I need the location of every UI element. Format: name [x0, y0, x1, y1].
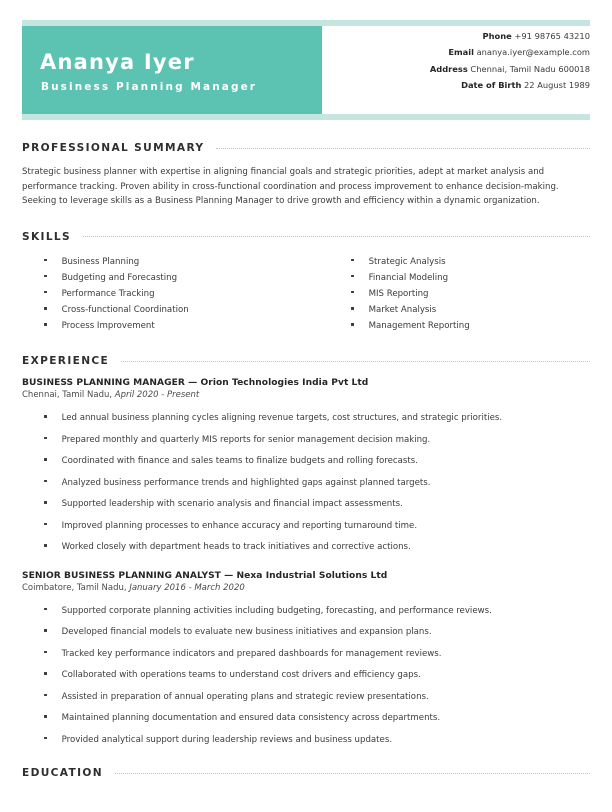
skills-column-right — [317, 254, 590, 334]
job-location: Chennai, Tamil Nadu, — [22, 390, 113, 401]
section-divider-skills — [83, 236, 590, 238]
bullet-icon — [44, 629, 47, 632]
list-item — [351, 318, 590, 334]
skill-label: MIS Reporting — [368, 288, 429, 299]
list-item — [44, 286, 317, 302]
job-meta — [22, 390, 590, 400]
list-item — [44, 494, 590, 516]
resume-header — [22, 20, 590, 120]
bullet-icon — [351, 259, 354, 262]
experience-entry — [22, 571, 590, 752]
job-bullets — [22, 408, 590, 559]
bullet-icon — [44, 544, 47, 547]
section-professional-summary — [22, 142, 590, 209]
experience-entry — [22, 378, 590, 559]
bullet-icon — [44, 415, 47, 418]
header-band — [22, 26, 590, 114]
bullet-text: Provided analytical support during leadership reviews and business updates. — [61, 734, 393, 745]
job-dates: January 2016 - March 2020 — [129, 582, 245, 593]
section-divider-summary — [216, 148, 590, 150]
bullet-text: Maintained planning documentation and ensured data consistency across departments. — [61, 713, 441, 724]
bullet-icon — [44, 608, 47, 611]
job-bullets — [22, 601, 590, 752]
bullet-icon — [44, 480, 47, 483]
contact-label-phone: Phone — [482, 31, 512, 41]
bullet-icon — [44, 307, 47, 310]
contact-info — [340, 28, 590, 94]
list-item — [44, 730, 590, 752]
list-item — [44, 601, 590, 623]
bullet-icon — [44, 259, 47, 262]
bullet-icon — [44, 323, 47, 326]
bullet-icon — [351, 275, 354, 278]
skills-column-left — [44, 254, 317, 334]
bullet-icon — [44, 523, 47, 526]
contact-value-email: ananya.iyer@example.com — [476, 47, 590, 58]
list-item — [351, 254, 590, 270]
bullet-icon — [44, 437, 47, 440]
skill-label: Cross-functional Coordination — [61, 305, 189, 316]
bullet-icon — [44, 694, 47, 697]
bullet-text: Supported leadership with scenario analysis and financial impact assessments. — [61, 499, 403, 510]
list-item — [44, 687, 590, 709]
contact-row-phone — [340, 28, 590, 44]
skill-label: Performance Tracking — [61, 288, 155, 299]
list-item — [351, 270, 590, 286]
candidate-name: Ananya Iyer — [40, 50, 195, 74]
list-item — [44, 644, 590, 666]
list-item — [351, 302, 590, 318]
bullet-text: Supported corporate planning activities including budgeting, forecasting, and performance reviews. — [61, 605, 492, 616]
list-item — [44, 408, 590, 430]
bullet-icon — [44, 291, 47, 294]
bullet-text: Developed financial models to evaluate new business initiatives and expansion plans. — [61, 627, 432, 638]
section-heading-skills — [22, 231, 590, 243]
job-title: SENIOR BUSINESS PLANNING ANALYST — Nexa Industrial Solutions Ltd — [22, 570, 388, 581]
contact-row-address — [340, 61, 590, 77]
bullet-text: Led annual business planning cycles aligning revenue targets, cost structures, and strategic priorities. — [61, 413, 503, 424]
contact-label-dob: Date of Birth — [461, 80, 522, 91]
skill-label: Strategic Analysis — [368, 256, 446, 267]
section-divider-education — [115, 773, 590, 775]
list-item — [44, 665, 590, 687]
contact-row-email — [340, 44, 590, 60]
bullet-text: Worked closely with department heads to track initiatives and corrective actions. — [61, 542, 411, 553]
contact-label-email: Email — [448, 47, 474, 58]
section-divider-experience — [121, 361, 590, 363]
list-item — [44, 270, 317, 286]
section-title-education: EDUCATION — [22, 767, 103, 780]
bullet-icon — [351, 323, 354, 326]
bullet-text: Improved planning processes to enhance accuracy and reporting turnaround time. — [61, 520, 418, 531]
list-item — [44, 451, 590, 473]
bullet-text: Analyzed business performance trends and highlighted gaps against planned targets. — [61, 477, 431, 488]
section-title-experience: EXPERIENCE — [22, 355, 110, 368]
bullet-icon — [44, 501, 47, 504]
skill-label: Budgeting and Forecasting — [61, 272, 178, 283]
list-item — [44, 537, 590, 559]
header-accent-block — [22, 26, 322, 114]
list-item — [44, 318, 317, 334]
section-heading-education — [22, 767, 590, 779]
bullet-icon — [351, 307, 354, 310]
resume-content — [22, 120, 590, 779]
skills-list — [22, 254, 590, 334]
bullet-text: Assisted in preparation of annual operating plans and strategic review presentations. — [61, 691, 429, 702]
bullet-text: Collaborated with operations teams to understand cost drivers and efficiency gaps. — [61, 670, 421, 681]
contact-value-address: Chennai, Tamil Nadu 600018 — [470, 63, 590, 74]
section-title-summary: PROFESSIONAL SUMMARY — [22, 142, 205, 154]
skill-label: Business Planning — [61, 256, 140, 267]
bullet-icon — [44, 275, 47, 278]
contact-label-address: Address — [429, 63, 468, 74]
list-item — [44, 302, 317, 318]
list-item — [44, 516, 590, 538]
bullet-icon — [44, 458, 47, 461]
list-item — [44, 430, 590, 452]
section-education — [22, 767, 590, 779]
job-title: BUSINESS PLANNING MANAGER — Orion Technologies India Pvt Ltd — [22, 378, 369, 389]
list-item — [44, 473, 590, 495]
bullet-icon — [44, 672, 47, 675]
section-skills — [22, 231, 590, 334]
header-bottom-rule — [22, 114, 590, 120]
list-item — [44, 254, 317, 270]
skill-label: Market Analysis — [368, 305, 437, 316]
skill-label: Management Reporting — [368, 321, 470, 332]
section-title-skills: SKILLS — [22, 230, 72, 243]
bullet-text: Prepared monthly and quarterly MIS reports for senior management decision making. — [61, 434, 431, 445]
skill-label: Financial Modeling — [368, 272, 449, 283]
resume-page — [0, 20, 612, 812]
contact-value-phone: +91 98765 43210 — [514, 31, 590, 41]
bullet-icon — [44, 651, 47, 654]
bullet-text: Tracked key performance indicators and prepared dashboards for management reviews. — [61, 648, 442, 659]
contact-row-dob — [340, 77, 590, 93]
job-location: Coimbatore, Tamil Nadu, — [22, 582, 127, 593]
bullet-icon — [351, 291, 354, 294]
list-item — [44, 622, 590, 644]
section-heading-summary — [22, 142, 590, 154]
job-meta — [22, 583, 590, 593]
section-heading-experience — [22, 355, 590, 367]
list-item — [351, 286, 590, 302]
bullet-icon — [44, 737, 47, 740]
candidate-job-title: Business Planning Manager — [41, 81, 258, 93]
section-experience — [22, 355, 590, 751]
job-dates: April 2020 - Present — [114, 390, 200, 401]
list-item — [44, 708, 590, 730]
bullet-icon — [44, 715, 47, 718]
skill-label: Process Improvement — [61, 321, 155, 332]
contact-value-dob: 22 August 1989 — [524, 80, 590, 91]
bullet-text: Coordinated with finance and sales teams to finalize budgets and rolling forecasts. — [61, 456, 418, 467]
summary-text: Strategic business planner with expertise in aligning financial goals and strategic priorities, adept at market analysis and performance tracking. Proven ability in cross-functional coordination and process improvement to enhance decision-making. Seeking to leverage skills as a Business Planning Manager to drive growth and efficiency within a dynamic organization. — [22, 167, 559, 207]
